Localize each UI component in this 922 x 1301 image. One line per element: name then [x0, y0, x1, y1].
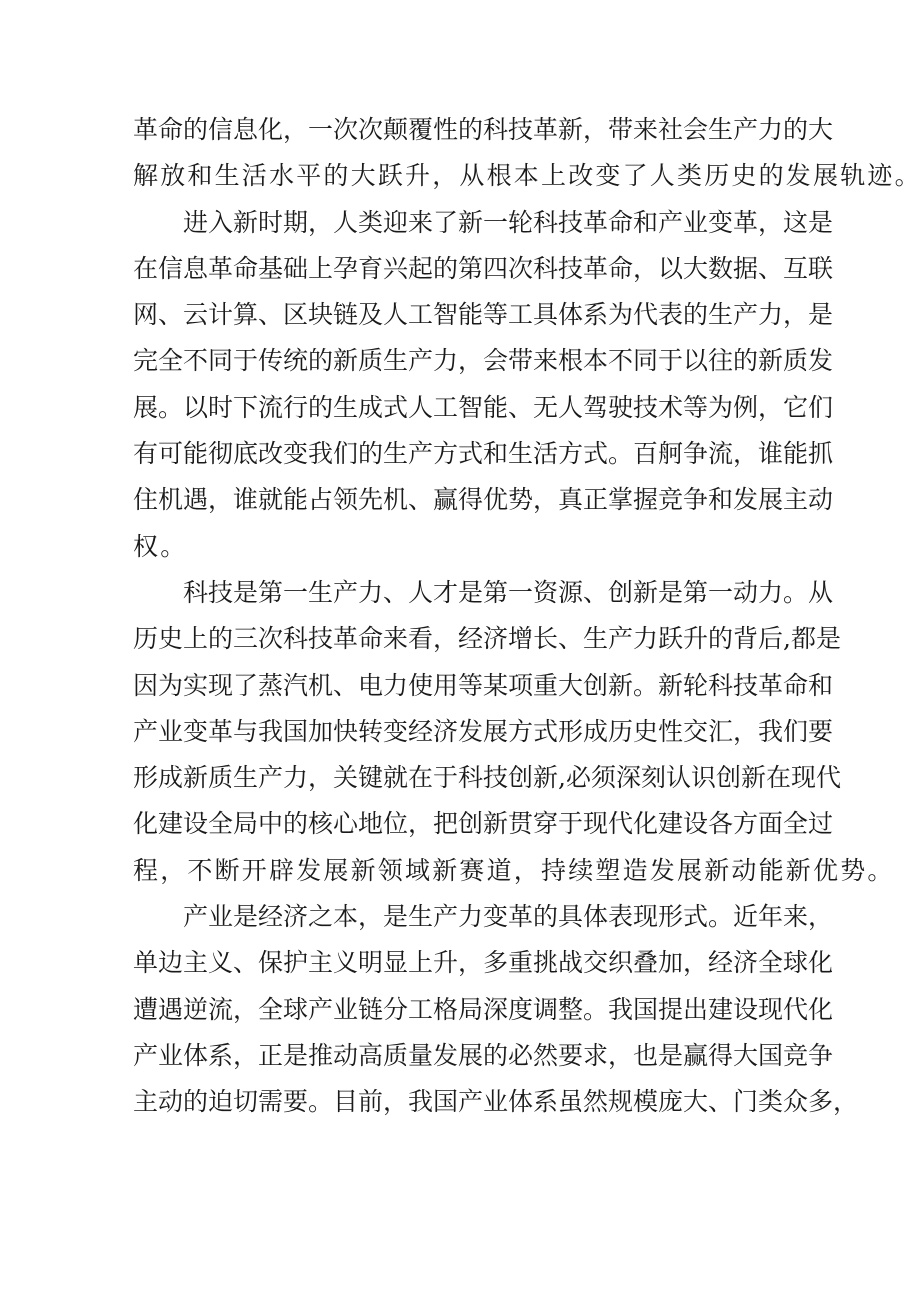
text-line: 化建设全局中的核心地位，把创新贯穿于现代化建设各方面全过 [133, 809, 834, 839]
body-text [133, 107, 922, 1126]
text-line: 因为实现了蒸汽机、电力使用等某项重大创新。新轮科技革命和 [133, 670, 834, 700]
text-line: 革命的信息化，一次次颠覆性的科技革新，带来社会生产力的大 [133, 115, 834, 144]
text-line: 网、云计算、区块链及人工智能等工具体系为代表的生产力，是 [133, 300, 834, 330]
paragraph-first-line: 产业是经济之本，是生产力变革的具体表现形式。近年来， [183, 902, 834, 932]
text-line: 遭遇逆流，全球产业链分工格局深度调整。我国提出建设现代化 [133, 994, 834, 1024]
text-line: 产业体系，正是推动高质量发展的必然要求，也是赢得大国竞争 [133, 1040, 834, 1070]
text-line: 在信息革命基础上孕育兴起的第四次科技革命，以大数据、互联 [133, 253, 834, 283]
text-line: 权。 [133, 531, 188, 561]
text-line: 单边主义、保护主义明显上升，多重挑战交织叠加，经济全球化 [133, 948, 834, 978]
paragraph-first-line: 进入新时期，人类迎来了新一轮科技革命和产业变革，这是 [183, 207, 834, 237]
text-line: 历史上的三次科技革命来看，经济增长、生产力跃升的背后,都是 [133, 624, 841, 654]
text-line: 程，不断开辟发展新领域新赛道，持续塑造发展新动能新优势。 [133, 855, 895, 885]
text-line: 主动的迫切需要。目前，我国产业体系虽然规模庞大、门类众多， [133, 1087, 859, 1117]
text-line: 解放和生活水平的大跃升，从根本上改变了人类历史的发展轨迹。 [133, 161, 922, 191]
text-line: 展。以时下流行的生成式人工智能、无人驾驶技术等为例，它们 [133, 392, 834, 422]
text-line: 住机遇，谁就能占领先机、赢得优势，真正掌握竞争和发展主动 [133, 485, 834, 515]
text-line: 有可能彻底改变我们的生产方式和生活方式。百舸争流，谁能抓 [133, 439, 834, 469]
text-line: 产业变革与我国加快转变经济发展方式形成历史性交汇，我们要 [133, 716, 834, 746]
text-line: 形成新质生产力，关键就在于科技创新,必须深刻认识创新在现代 [133, 763, 841, 793]
paragraph-first-line: 科技是第一生产力、人才是第一资源、创新是第一动力。从 [183, 577, 834, 607]
text-line: 完全不同于传统的新质生产力，会带来根本不同于以往的新质发 [133, 346, 834, 376]
